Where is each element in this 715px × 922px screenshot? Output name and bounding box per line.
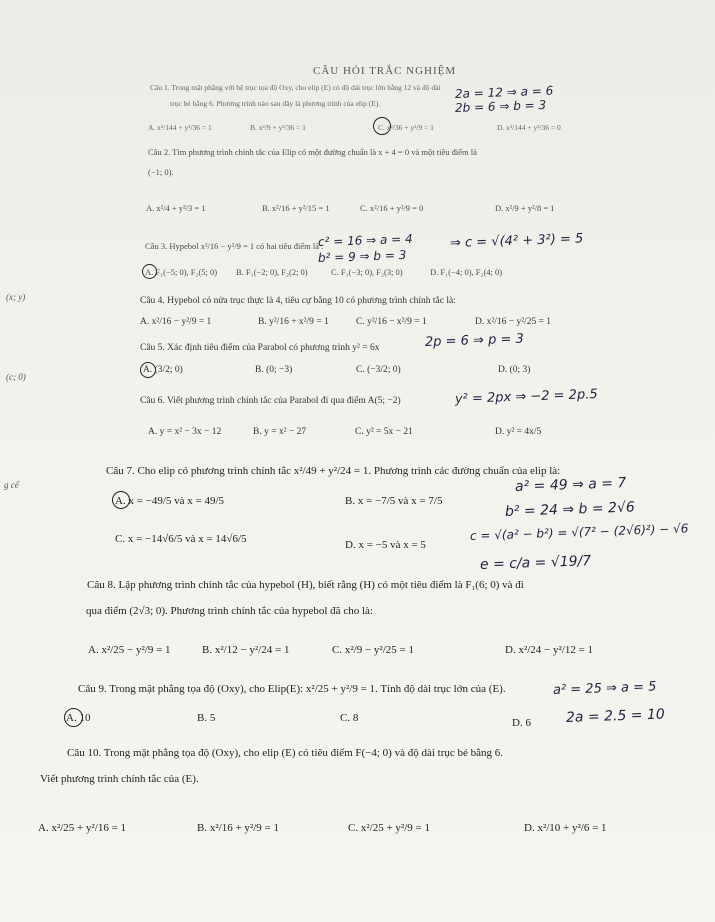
question-9-option-c: C. 8 — [340, 712, 359, 724]
question-8-stem: Câu 8. Lập phương trình chính tắc của hypebol (H), biết rằng (H) có một tiêu điểm là F₁(6; 0) và đi — [87, 579, 524, 591]
question-7-option-b: B. x = −7/5 và x = 7/5 — [345, 495, 443, 507]
handwritten-note: y² = 2px ⇒ −2 = 2p.5 — [454, 387, 598, 407]
question-5-stem: Câu 5. Xác định tiêu điểm của Parabol có phương trình y² = 6x — [140, 343, 380, 353]
question-6-stem: Câu 6. Viết phương trình chính tắc của Parabol đi qua điểm A(5; −2) — [140, 396, 401, 406]
handwritten-note: ⇒ c = √(4² + 3²) = 5 — [449, 231, 584, 251]
question-9-stem: Câu 9. Trong mặt phẳng tọa độ (Oxy), cho Elip(E): x²/25 + y²/9 = 1. Tính độ dài trục lớn của (E). — [78, 683, 506, 695]
page-title: CÂU HỎI TRẮC NGHIỆM — [313, 65, 457, 77]
question-10-option-d: D. x²/10 + y²/6 = 1 — [524, 822, 607, 834]
question-7-option-c: C. x = −14√6/5 và x = 14√6/5 — [115, 533, 247, 545]
question-10-option-b: B. x²/16 + y²/9 = 1 — [197, 822, 279, 834]
handwritten-note: a² = 25 ⇒ a = 5 — [552, 679, 657, 698]
question-10-stem-2: Viết phương trình chính tắc của (E). — [40, 773, 199, 785]
handwritten-note: 2p = 6 ⇒ p = 3 — [424, 331, 524, 350]
handwritten-note: b² = 24 ⇒ b = 2√6 — [504, 499, 636, 520]
question-8-option-c: C. x²/9 − y²/25 = 1 — [332, 644, 414, 656]
question-10-option-c: C. x²/25 + y²/9 = 1 — [348, 822, 430, 834]
question-8-option-d: D. x²/24 − y²/12 = 1 — [505, 644, 594, 656]
question-2-option-c: C. x²/16 + y²/9 = 0 — [360, 203, 424, 213]
handwritten-note: 2b = 6 ⇒ b = 3 — [454, 97, 547, 115]
question-6-option-c: C. y² = 5x − 21 — [355, 427, 413, 437]
question-1-option-d: D. x²/144 + y²/36 = 0 — [497, 123, 561, 132]
handwritten-note: c = √(a² − b²) = √(7² − (2√6)²) − √6 — [469, 521, 689, 543]
question-4-stem: Câu 4. Hypebol có nửa trục thực là 4, tiêu cự bằng 10 có phương trình chính tắc là: — [140, 296, 456, 306]
question-6-option-d: D. y² = 4x/5 — [495, 427, 542, 437]
question-7-stem: Câu 7. Cho elip có phương trình chính tắc x²/49 + y²/24 = 1. Phương trình các đường chuẩn của elip là: — [106, 465, 561, 477]
question-2-option-a: A. x²/4 + y²/3 = 1 — [146, 203, 206, 213]
handwritten-note: 2a = 2.5 = 10 — [565, 706, 666, 726]
question-8-option-a: A. x²/25 − y²/9 = 1 — [88, 644, 171, 656]
question-3-option-c: C. F₁(−3; 0), F₂(3; 0) — [331, 267, 403, 277]
question-2-stem: Câu 2. Tìm phương trình chính tắc của Elip có một đường chuẩn là x + 4 = 0 và một tiêu điểm là — [148, 147, 477, 157]
handwritten-note: e = c/a = √19/7 — [479, 553, 592, 573]
question-8-stem-2: qua điểm (2√3; 0). Phương trình chính tắc của hypebol đã cho là: — [86, 605, 373, 617]
question-7-option-d: D. x = −5 và x = 5 — [345, 539, 426, 551]
question-1-option-c: C. x²/36 + y²/9 = 1 — [378, 123, 434, 132]
question-5-option-c: C. (−3/2; 0) — [356, 365, 401, 375]
question-4-option-b: B. y²/16 + x²/9 = 1 — [258, 317, 329, 327]
question-7-option-a: A. x = −49/5 và x = 49/5 — [115, 495, 225, 507]
question-1-option-a: A. x²/144 + y²/36 = 1 — [148, 123, 212, 132]
question-3-option-b: B. F₁(−2; 0), F₂(2; 0) — [236, 267, 308, 277]
question-9-option-b: B. 5 — [197, 712, 216, 724]
question-5-option-b: B. (0; −3) — [255, 365, 293, 375]
handwritten-note: c² = 16 ⇒ a = 4 — [317, 231, 413, 249]
question-4-option-c: C. y²/16 − x²/9 = 1 — [356, 317, 427, 327]
handwritten-note: a² = 49 ⇒ a = 7 — [514, 475, 627, 495]
question-2-option-d: D. x²/9 + y²/8 = 1 — [495, 203, 555, 213]
question-3-stem: Câu 3. Hypebol x²/16 − y²/9 = 1 có hai tiêu điểm là : — [145, 241, 324, 251]
question-5-option-a: A. (3/2; 0) — [143, 365, 183, 375]
question-4-option-d: D. x²/16 − y²/25 = 1 — [475, 317, 552, 327]
question-1-option-b: B. x²/9 + y²/36 = 1 — [250, 123, 306, 132]
question-6-option-b: B. y = x² − 27 — [253, 427, 307, 437]
question-9-option-d: D. 6 — [512, 717, 531, 729]
question-1-stem-2: trục bé bằng 6. Phương trình nào sau đây là phương trình của elip (E). — [170, 99, 381, 108]
question-3-option-d: D. F₁(−4; 0), F₂(4; 0) — [430, 267, 503, 277]
question-9-option-a: A. 10 — [66, 712, 91, 724]
question-6-option-a: A. y = x² − 3x − 12 — [148, 427, 222, 437]
question-10-option-a: A. x²/25 + y²/16 = 1 — [38, 822, 127, 834]
handwritten-note: 2a = 12 ⇒ a = 6 — [454, 83, 554, 101]
question-2-stem-2: (−1; 0). — [148, 167, 174, 177]
question-4-option-a: A. x²/16 − y²/9 = 1 — [140, 317, 212, 327]
question-3-option-a: A. F₁(−5; 0), F₂(5; 0) — [145, 267, 218, 277]
margin-note: (x; y) — [6, 292, 26, 302]
question-10-stem: Câu 10. Trong mặt phẳng tọa độ (Oxy), cho elip (E) có tiêu điểm F(−4; 0) và độ dài trục bé bằng 6. — [67, 747, 504, 759]
margin-note: g cế — [4, 480, 19, 490]
question-1-stem: Câu 1. Trong mặt phẳng với hệ trục tọa độ Oxy, cho elip (E) có độ dài trục lớn bằng 12 và độ dài — [150, 83, 441, 92]
handwritten-note: b² = 9 ⇒ b = 3 — [317, 247, 407, 265]
question-5-option-d: D. (0; 3) — [498, 365, 531, 375]
question-8-option-b: B. x²/12 − y²/24 = 1 — [202, 644, 290, 656]
question-2-option-b: B. x²/16 + y²/15 = 1 — [262, 203, 330, 213]
margin-note: (c; 0) — [6, 372, 26, 382]
